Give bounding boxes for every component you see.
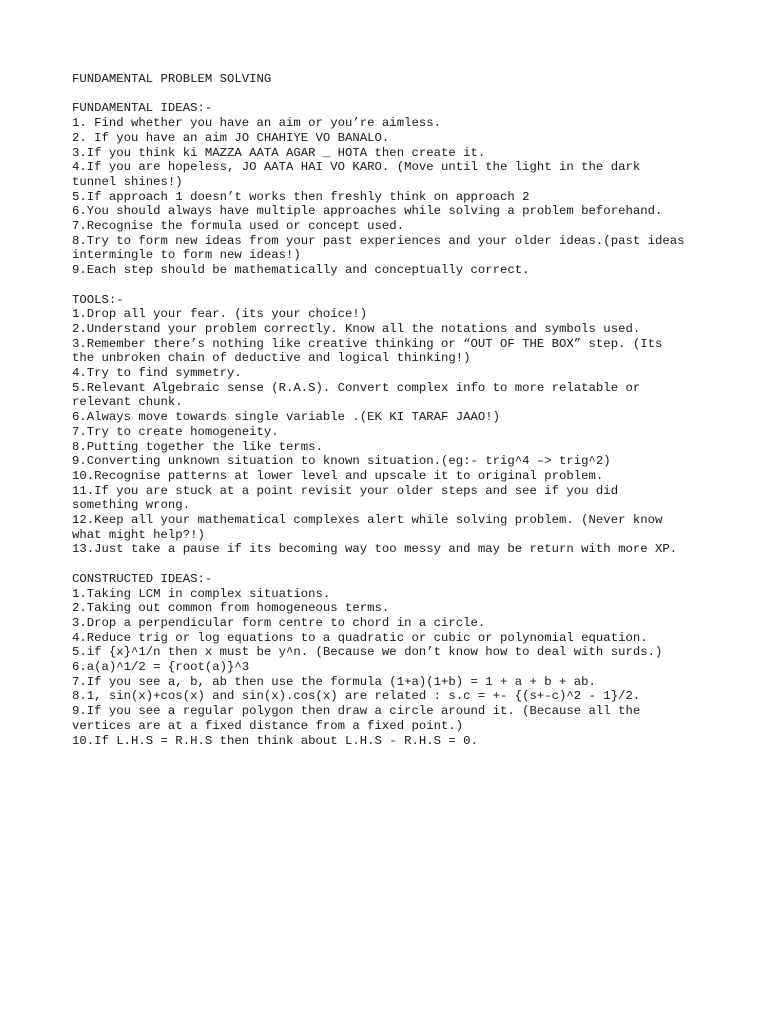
list-line: the unbroken chain of deductive and logical thinking!) <box>72 351 471 366</box>
list-line: intermingle to form new ideas!) <box>72 248 301 263</box>
list-line: 10.Recognise patterns at lower level and upscale it to original problem. <box>72 468 604 483</box>
section-heading: TOOLS:- <box>72 292 124 307</box>
section-tools <box>72 293 712 558</box>
list-line: 4.Reduce trig or log equations to a quadratic or cubic or polynomial equation. <box>72 630 648 645</box>
list-line: 7.Try to create homogeneity. <box>72 424 279 439</box>
document-title: FUNDAMENTAL PROBLEM SOLVING <box>72 72 272 86</box>
document-page <box>72 72 712 748</box>
section-heading: CONSTRUCTED IDEAS:- <box>72 571 213 586</box>
list-line: what might help?!) <box>72 527 205 542</box>
list-line: 5.if {x}^1/n then x must be y^n. (Because we don’t know how to deal with surds.) <box>72 645 663 660</box>
list-line: 7.If you see a, b, ab then use the formula (1+a)(1+b) = 1 + a + b + ab. <box>72 674 596 689</box>
section-constructed-ideas <box>72 572 712 748</box>
list-line: 2.Understand your problem correctly. Know all the notations and symbols used. <box>72 321 641 336</box>
list-line: 1.Drop all your fear. (its your choice!) <box>72 307 368 322</box>
list-line: 8.1, sin(x)+cos(x) and sin(x).cos(x) are related : s.c = +- {(s+-c)^2 - 1}/2. <box>72 689 641 704</box>
list-line: 9.Converting unknown situation to known situation.(eg:- trig^4 –> trig^2) <box>72 454 611 469</box>
list-line: 8.Try to form new ideas from your past experiences and your older ideas.(past ideas <box>72 233 685 248</box>
list-line: 9.If you see a regular polygon then draw a circle around it. (Because all the <box>72 704 641 719</box>
list-line: 4.Try to find symmetry. <box>72 366 242 381</box>
list-line: 7.Recognise the formula used or concept used. <box>72 219 405 234</box>
list-line: 2. If you have an aim JO CHAHIYE VO BANALO. <box>72 130 390 145</box>
list-line: 5.Relevant Algebraic sense (R.A.S). Convert complex info to more relatable or <box>72 380 641 395</box>
list-line: 5.If approach 1 doesn’t works then freshly think on approach 2 <box>72 189 530 204</box>
list-line: 3.If you think ki MAZZA AATA AGAR _ HOTA then create it. <box>72 145 486 160</box>
list-line: relevant chunk. <box>72 395 183 410</box>
list-line: 1.Taking LCM in complex situations. <box>72 586 331 601</box>
list-line: 3.Drop a perpendicular form centre to chord in a circle. <box>72 615 486 630</box>
list-line: 2.Taking out common from homogeneous terms. <box>72 601 390 616</box>
list-line: tunnel shines!) <box>72 174 183 189</box>
section-fundamental-ideas <box>72 101 712 277</box>
list-line: 6.a(a)^1/2 = {root(a)}^3 <box>72 660 250 675</box>
list-line: 1. Find whether you have an aim or you’re aimless. <box>72 116 441 131</box>
list-line: something wrong. <box>72 498 191 513</box>
list-line: 6.You should always have multiple approaches while solving a problem beforehand. <box>72 204 663 219</box>
list-line: 4.If you are hopeless, JO AATA HAI VO KARO. (Move until the light in the dark <box>72 160 641 175</box>
list-line: 9.Each step should be mathematically and conceptually correct. <box>72 263 530 278</box>
list-line: vertices are at a fixed distance from a fixed point.) <box>72 718 464 733</box>
list-line: 12.Keep all your mathematical complexes alert while solving problem. (Never know <box>72 513 663 528</box>
list-line: 11.If you are stuck at a point revisit your older steps and see if you did <box>72 483 619 498</box>
section-heading: FUNDAMENTAL IDEAS:- <box>72 101 213 116</box>
list-line: 8.Putting together the like terms. <box>72 439 323 454</box>
list-line: 3.Remember there’s nothing like creative thinking or “OUT OF THE BOX” step. (Its <box>72 336 663 351</box>
list-line: 10.If L.H.S = R.H.S then think about L.H.S - R.H.S = 0. <box>72 733 478 748</box>
list-line: 13.Just take a pause if its becoming way too messy and may be return with more XP. <box>72 542 678 557</box>
list-line: 6.Always move towards single variable .(EK KI TARAF JAAO!) <box>72 410 501 425</box>
